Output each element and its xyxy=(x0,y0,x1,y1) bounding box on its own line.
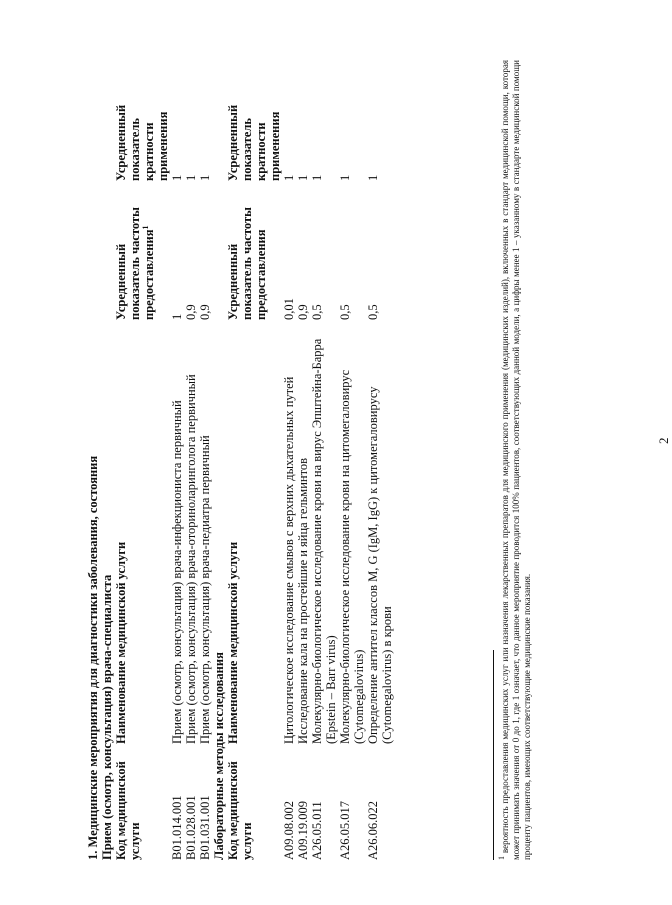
col-freq-header-text: Усредненный показатель частоты предоставления xyxy=(114,207,156,320)
table-row xyxy=(310,60,338,860)
cell-mult: 1 xyxy=(338,174,352,181)
col-name-header: Наименование медицинской услуги xyxy=(226,541,240,744)
footnote-divider xyxy=(493,650,494,860)
cell-freq: 0,9 xyxy=(184,304,198,320)
cell-code: A09.19.009 xyxy=(296,800,310,860)
table-row xyxy=(198,60,212,860)
cell-code: A26.05.011 xyxy=(310,801,324,860)
section-title: 1. Медицинские мероприятия для диагностики заболевания, состояния xyxy=(86,455,100,860)
cell-name: Прием (осмотр, консультация) врача-оториноларинголога первичный xyxy=(184,374,198,744)
table-row xyxy=(366,60,394,860)
cell-mult: 1 xyxy=(366,174,380,181)
cell-name: Молекулярно-биологическое исследование крови на вирус Эпштейна-Барра (Epstein – Barr virus) xyxy=(310,338,338,744)
footnote-ref: 1 xyxy=(140,225,150,230)
cell-name: Исследование кала на простейшие и яйца гельминтов xyxy=(296,457,310,744)
cell-code: A26.06.022 xyxy=(366,800,380,860)
consult-table xyxy=(114,60,212,860)
cell-freq: 1 xyxy=(170,313,184,320)
cell-mult: 1 xyxy=(282,174,296,181)
lab-table xyxy=(226,60,394,860)
footnote-mark: 1 xyxy=(497,856,506,860)
cell-code: B01.014.001 xyxy=(170,795,184,860)
document-body xyxy=(86,60,394,860)
cell-freq: 0,5 xyxy=(338,304,352,320)
cell-freq: 0,5 xyxy=(310,304,324,320)
cell-mult: 1 xyxy=(310,174,324,181)
consult-subtitle: Прием (осмотр, консультация) врача-специалиста xyxy=(100,574,114,860)
cell-freq: 0,01 xyxy=(282,298,296,320)
cell-name: Цитологическое исследование смывов с верхних дыхательных путей xyxy=(282,376,296,744)
consult-table-header xyxy=(114,60,170,860)
col-code-header: Код медицинской услуги xyxy=(226,761,254,860)
col-freq-header xyxy=(114,181,170,320)
cell-name: Прием (осмотр, консультация) врача-инфекциониста первичный xyxy=(170,400,184,744)
table-row xyxy=(282,60,296,860)
cell-freq: 0,5 xyxy=(366,304,380,320)
footnote-text: вероятность предоставления медицинских услуг или назначения лекарственных препаратов для медицинского применения (медицинских изделий), включенных в стандарт медицинской помощи, которая может принимать значения от 0 до 1, где 1 означает, что данное мероприятие проводится 100% пациентов, соответствующих данной модели, а цифры менее 1 – указанному в стандарте медицинской помощи проценту пациентов, имеющих соответствующие медицинские показания. xyxy=(500,59,532,860)
lab-subtitle: Лабораторные методы исследования xyxy=(212,652,226,860)
col-mult-header: Усредненный показатель кратности применения xyxy=(226,104,282,181)
cell-name: Прием (осмотр, консультация) врача-педиатра первичный xyxy=(198,435,212,744)
cell-mult: 1 xyxy=(296,174,310,181)
cell-name: Определение антител классов M, G (IgM, IgG) к цитомегаловирусу (Cytomegalovirus) в крови xyxy=(366,386,394,744)
cell-code: A09.08.002 xyxy=(282,800,296,860)
footnotes xyxy=(493,60,533,860)
col-name-header: Наименование медицинской услуги xyxy=(114,541,128,744)
cell-code: B01.031.001 xyxy=(198,795,212,860)
table-row xyxy=(170,60,184,860)
cell-freq: 0,9 xyxy=(198,304,212,320)
lab-table-header xyxy=(226,60,282,860)
page-number: 2 xyxy=(656,437,671,444)
cell-mult: 1 xyxy=(198,174,212,181)
cell-mult: 1 xyxy=(184,174,198,181)
table-row xyxy=(296,60,310,860)
cell-name: Молекулярно-биологическое исследование крови на цитомегаловирус (Cytomegalovirus) xyxy=(338,369,366,744)
cell-code: A26.05.017 xyxy=(338,800,352,860)
cell-mult: 1 xyxy=(170,174,184,181)
table-row xyxy=(184,60,198,860)
table-row xyxy=(338,60,366,860)
footnote-1 xyxy=(497,59,533,860)
col-freq-header: Усредненный показатель частоты предоставления xyxy=(226,207,268,320)
cell-code: B01.028.001 xyxy=(184,795,198,860)
col-mult-header: Усредненный показатель кратности применения xyxy=(114,104,170,181)
cell-freq: 0,9 xyxy=(296,304,310,320)
col-code-header: Код медицинской услуги xyxy=(114,761,142,860)
